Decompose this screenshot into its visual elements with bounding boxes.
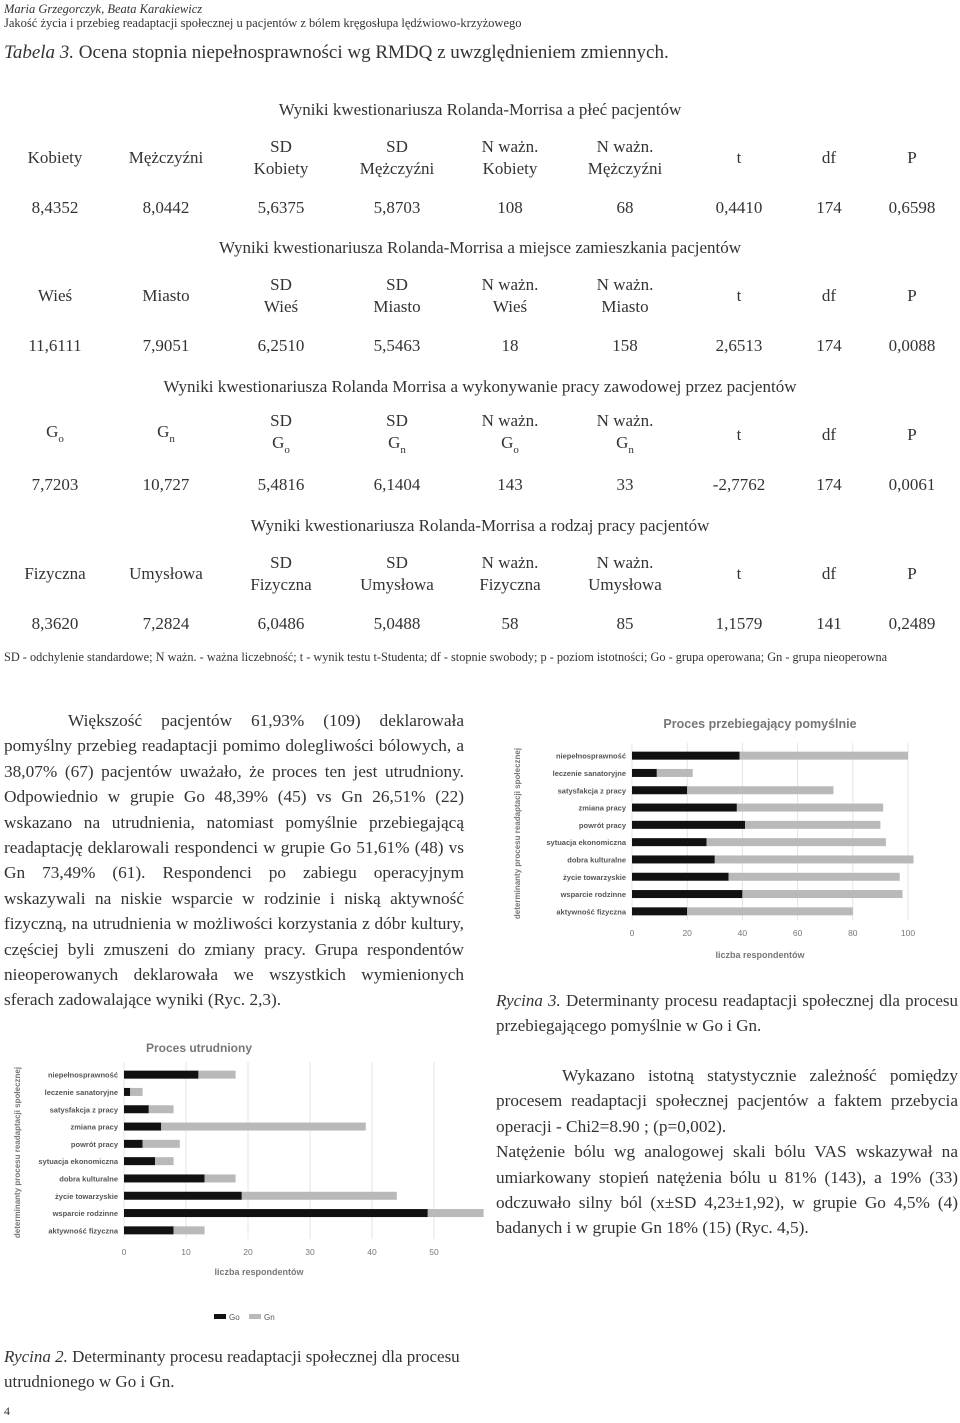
group-letter: G [157, 421, 170, 441]
column-header [864, 128, 960, 188]
column-header [864, 544, 960, 604]
bar-gn [428, 1209, 484, 1217]
header-line [110, 421, 222, 450]
running-header [4, 2, 522, 30]
y-axis-label: determinanty procesu readaptacji społecznej [13, 1066, 22, 1239]
table-block-title: Wyniki kwestionariusza Rolanda Morrisa a wykonywanie pracy zawodowej przez pacjentów [163, 377, 797, 396]
header-line: N ważn. [481, 275, 539, 294]
group-letter: G [46, 421, 59, 441]
header-line [566, 432, 684, 461]
category-label: życie towarzyskie [55, 1191, 118, 1201]
table-cell: 7,9051 [142, 336, 190, 355]
group-subscript: o [513, 443, 519, 456]
figure-2-label: Rycina 2. [4, 1347, 68, 1366]
bar-gn [687, 907, 853, 915]
header-line [340, 432, 454, 461]
table-cell: 10,727 [142, 475, 190, 494]
header-line: Umysłowa [360, 575, 434, 594]
column-header [794, 405, 864, 465]
header-line: t [736, 286, 742, 305]
x-tick-label: 80 [848, 928, 858, 938]
bar-gn [161, 1123, 366, 1131]
bar-gn [707, 838, 886, 846]
column-header [110, 266, 222, 326]
column-header [454, 266, 566, 326]
bar-gn [155, 1157, 174, 1165]
header-line: P [907, 148, 917, 167]
column-header [566, 266, 684, 326]
bar-gn [143, 1140, 180, 1148]
table-cell: 8,3620 [31, 614, 79, 633]
header-line: t [736, 564, 742, 583]
bar-go [632, 838, 707, 846]
table-cell: 143 [497, 475, 523, 494]
category-label: aktywność fizyczna [48, 1226, 118, 1236]
table-cell: 174 [816, 475, 842, 494]
table-cell: 108 [497, 198, 523, 217]
y-axis-label: determinanty procesu readaptacji społecznej [513, 747, 522, 920]
x-tick-label: 50 [429, 1247, 439, 1257]
group-subscript: o [58, 432, 64, 445]
header-line: Wieś [37, 286, 73, 305]
header-line: Miasto [601, 297, 649, 316]
x-tick-label: 60 [792, 928, 803, 938]
chart-proces-utrudniony [8, 1030, 439, 1330]
x-tick-label: 30 [305, 1247, 315, 1257]
x-tick-label: 40 [737, 928, 748, 938]
group-letter: G [616, 432, 629, 452]
bar-go [632, 752, 740, 760]
table-cell: 6,2510 [257, 336, 305, 355]
category-label: sytuacja ekonomiczna [546, 838, 626, 848]
rmdq-table-block [0, 369, 960, 505]
table-footnote: SD - odchylenie standardowe; N ważn. - ważna liczebność; t - wynik testu t-Studenta; df - stopnie swobody; p - poziom istotności; Go - grupa operowana; Gn - grupa nieoperowna [4, 650, 888, 664]
bar-go [124, 1071, 198, 1079]
header-line: df [821, 425, 837, 444]
body-text-left [4, 708, 464, 1013]
header-line: Kobiety [253, 159, 309, 178]
category-label: dobra kulturalne [59, 1174, 118, 1184]
group-subscript: n [169, 432, 175, 445]
bar-go [124, 1123, 161, 1131]
header-line: Miasto [142, 286, 190, 305]
figure-3-label: Rycina 3. [496, 991, 561, 1010]
category-label: zmiana pracy [70, 1122, 118, 1132]
x-tick-label: 0 [121, 1247, 127, 1257]
column-header [340, 266, 454, 326]
category-label: dobra kulturalne [567, 855, 626, 865]
header-line: N ważn. [596, 275, 654, 294]
header-line: N ważn. [596, 410, 654, 430]
header-line: df [821, 286, 837, 305]
header-line: SD [386, 275, 408, 294]
table-cell: 0,0061 [888, 475, 936, 494]
header-line: t [736, 425, 742, 444]
category-label: satysfakcja z pracy [49, 1105, 118, 1115]
header-line: SD [270, 410, 292, 430]
table-cell: 5,6375 [257, 198, 305, 217]
header-line: Kobiety [482, 159, 538, 178]
bar-gn [242, 1192, 397, 1200]
column-header [110, 128, 222, 188]
column-header [454, 544, 566, 604]
category-label: satysfakcja z pracy [557, 786, 626, 796]
header-line: Fizyczna [479, 575, 541, 594]
category-label: wsparcie rodzinne [52, 1209, 118, 1219]
header-line: N ważn. [481, 137, 539, 156]
bar-go [632, 786, 687, 794]
header-line: Kobiety [27, 148, 83, 167]
bar-go [632, 855, 715, 863]
bar-go [124, 1088, 130, 1096]
category-label: zmiana pracy [578, 803, 626, 813]
column-header [864, 266, 960, 326]
bar-go [124, 1140, 143, 1148]
column-header [340, 544, 454, 604]
figure-3-text: Determinanty procesu readaptacji społecznej dla procesu przebiegającego pomyślnie w Go i Gn. [496, 991, 958, 1035]
header-line: Miasto [373, 297, 421, 316]
bar-go [124, 1105, 149, 1113]
header-line [454, 432, 566, 461]
table-block-title: Wyniki kwestionariusza Rolanda-Morrisa a płeć pacjentów [278, 100, 682, 119]
category-label: powrót pracy [70, 1139, 118, 1149]
chart-title: Proces przebiegający pomyślnie [663, 717, 857, 731]
table-cell: 33 [616, 475, 634, 494]
table-cell: 2,6513 [715, 336, 763, 355]
column-header [566, 128, 684, 188]
table-cell: 0,6598 [888, 198, 936, 217]
header-line: Mężczyźni [587, 159, 663, 178]
bar-go [632, 873, 729, 881]
table-cell: 141 [816, 614, 842, 633]
category-label: aktywność fizyczna [556, 907, 626, 917]
paragraph: Większość pacjentów 61,93% (109) deklarowała pomyślny przebieg readaptacji pomimo dolegliwości bólowych, a 38,07% (67) pacjentów uważało, że proces ten jest utrudniony. Odpowiednio w grupie Go 48,39% (45) vs Gn 26,51% (22) wskazano na utrudnienia, natomiast pomyślnie przebiegającą readaptację deklarowali respondenci w grupie Go 51,61% (48) vs Gn 73,49% (61). Respondenci po zabiegu operacyjnym wskazywali na niskie wsparcie w rodzinie i niską aktywność fizyczną, na utrudnienia w możliwości korzystania z dóbr kultury, częściej byli zmuszeni do zmiany pracy. Grupa respondentów nieoperowanych deklarowała we wszystkich wymienionych sferach zadowalające wyniki (Ryc. 2,3). [4, 711, 464, 1010]
table-cell: 85 [616, 614, 634, 633]
bar-gn [198, 1071, 235, 1079]
figure-2-caption [4, 1344, 466, 1394]
table-cell: 6,1404 [373, 475, 421, 494]
header-line: SD [270, 553, 292, 572]
bar-gn [742, 890, 902, 898]
column-header [684, 128, 794, 188]
figure-2-text: Determinanty procesu readaptacji społecznej dla procesu utrudnionego w Go i Gn. [4, 1347, 460, 1391]
x-axis-label: liczba respondentów [214, 1267, 304, 1277]
bar-gn [657, 769, 693, 777]
table-caption [4, 42, 669, 64]
bar-go [124, 1226, 174, 1234]
table-cell: 8,4352 [31, 198, 79, 217]
header-line [0, 421, 110, 450]
header-line: Mężczyźni [359, 159, 435, 178]
chart-title: Proces utrudniony [145, 1041, 253, 1055]
group-subscript: n [400, 443, 406, 456]
rmdq-table-block [0, 508, 960, 644]
bar-gn [149, 1105, 174, 1113]
table-cell: 68 [616, 198, 634, 217]
column-header [684, 405, 794, 465]
column-header [454, 405, 566, 465]
header-line: Wieś [263, 297, 299, 316]
table-cell: 5,0488 [373, 614, 421, 633]
header-line: Wieś [492, 297, 528, 316]
rmdq-table-block [0, 230, 960, 366]
bar-go [124, 1174, 205, 1182]
table-cell: 0,2489 [888, 614, 936, 633]
column-header [0, 128, 110, 188]
column-header [566, 544, 684, 604]
column-header [794, 266, 864, 326]
bar-gn [740, 752, 908, 760]
category-label: wsparcie rodzinne [560, 890, 626, 900]
column-header [0, 266, 110, 326]
bar-go [632, 821, 745, 829]
column-header [110, 405, 222, 465]
x-tick-label: 20 [243, 1247, 253, 1257]
column-header [794, 128, 864, 188]
header-line: SD [270, 275, 292, 294]
table-label: Tabela 3. [4, 42, 75, 63]
group-letter: G [501, 432, 514, 452]
x-axis-label: liczba respondentów [715, 950, 805, 960]
column-header [222, 128, 340, 188]
table-cell: 158 [612, 336, 638, 355]
legend-label: Gn [264, 1313, 275, 1322]
x-tick-label: 0 [629, 928, 635, 938]
legend-swatch [214, 1314, 226, 1319]
column-header [454, 128, 566, 188]
table-cell: 58 [501, 614, 519, 633]
authors: Maria Grzegorczyk, Beata Karakiewicz [4, 2, 203, 16]
table-cell: 0,0088 [888, 336, 936, 355]
column-header [110, 544, 222, 604]
page-number: 4 [4, 1404, 10, 1418]
group-letter: G [272, 432, 285, 452]
header-line: Mężczyźni [128, 148, 204, 167]
table-cell: 8,0442 [142, 198, 190, 217]
table-cell: 18 [501, 336, 519, 355]
x-tick-label: 40 [367, 1247, 377, 1257]
header-line: Fizyczna [250, 575, 312, 594]
bar-gn [729, 873, 900, 881]
bar-gn [205, 1174, 236, 1182]
chart-proces-pomyslnie [508, 710, 958, 985]
table-cell: 6,0486 [257, 614, 305, 633]
column-header [222, 544, 340, 604]
category-label: leczenie sanatoryjne [44, 1087, 118, 1097]
bar-gn [687, 786, 833, 794]
table-cell: -2,7762 [712, 475, 766, 494]
table-cell: 5,5463 [373, 336, 421, 355]
bar-go [632, 907, 687, 915]
header-line: Umysłowa [588, 575, 662, 594]
bar-gn [174, 1226, 205, 1234]
legend-swatch [249, 1314, 261, 1319]
table-cell: 11,6111 [28, 336, 82, 355]
category-label: leczenie sanatoryjne [552, 768, 626, 778]
column-header [222, 266, 340, 326]
x-tick-label: 20 [682, 928, 692, 938]
category-label: niepełnosprawność [47, 1070, 118, 1080]
bar-go [124, 1192, 242, 1200]
x-tick-label: 100 [900, 928, 916, 938]
column-header [684, 544, 794, 604]
header-line: P [907, 286, 917, 305]
column-header [0, 544, 110, 604]
header-line: df [821, 564, 837, 583]
column-header [340, 405, 454, 465]
header-line: SD [270, 137, 292, 156]
bar-go [632, 769, 657, 777]
body-text-right [496, 1063, 958, 1241]
paragraph: Natężenie bólu wg analogowej skali bólu VAS wskazywał na umiarkowany stopień natężenia bólu u 81% (143), a 19% (33) odczuwało silny ból (x±SD 4,23±1,92), w grupie Go 4,5% (4) badanych i w grupie Gn 18% (15) (Ryc. 4,5). [496, 1142, 958, 1238]
bar-gn [130, 1088, 142, 1096]
column-header [684, 266, 794, 326]
header-line: SD [386, 137, 408, 156]
header-line: P [907, 564, 917, 583]
header-line: N ważn. [596, 137, 654, 156]
bar-gn [745, 821, 880, 829]
header-line: Fizyczna [24, 564, 86, 583]
header-line: N ważn. [481, 410, 539, 430]
category-label: niepełnosprawność [555, 751, 626, 761]
table-caption-text: Ocena stopnia niepełnosprawności wg RMDQ z uwzględnieniem zmiennych. [78, 42, 669, 63]
header-line: t [736, 148, 742, 167]
legend-label: Go [229, 1313, 240, 1322]
column-header [864, 405, 960, 465]
category-label: powrót pracy [578, 820, 626, 830]
group-subscript: o [284, 443, 290, 456]
category-label: życie towarzyskie [563, 872, 626, 882]
header-line: SD [386, 553, 408, 572]
header-line: P [907, 425, 917, 444]
table-cell: 7,2824 [142, 614, 190, 633]
bar-gn [737, 804, 883, 812]
table-cell: 5,8703 [373, 198, 421, 217]
column-header [340, 128, 454, 188]
column-header [222, 405, 340, 465]
table-block-title: Wyniki kwestionariusza Rolanda-Morrisa a miejsce zamieszkania pacjentów [219, 238, 742, 257]
header-line: Umysłowa [129, 564, 203, 583]
table-cell: 0,4410 [715, 198, 763, 217]
header-line: df [821, 148, 837, 167]
figure-3-caption [496, 988, 958, 1038]
rmdq-table-block [0, 92, 960, 228]
group-subscript: n [628, 443, 634, 456]
table-cell: 174 [816, 336, 842, 355]
running-title: Jakość życia i przebieg readaptacji społecznej u pacjentów z bólem kręgosłupa lędźwiowo-krzyżowego [4, 16, 522, 30]
header-line [222, 432, 340, 461]
table-cell: 5,4816 [257, 475, 305, 494]
paragraph: Wykazano istotną statystycznie zależność pomiędzy procesem readaptacji społecznej pacjentów a faktem przebycia operacji - Chi2=8.90 ; (p=0,002). [496, 1066, 958, 1136]
group-letter: G [388, 432, 401, 452]
header-line: SD [386, 410, 408, 430]
header-line: N ważn. [596, 553, 654, 572]
bar-go [124, 1157, 155, 1165]
header-line: N ważn. [481, 553, 539, 572]
bar-go [632, 804, 737, 812]
column-header [566, 405, 684, 465]
table-block-title: Wyniki kwestionariusza Rolanda-Morrisa a rodzaj pracy pacjentów [250, 516, 710, 535]
table-cell: 1,1579 [715, 614, 763, 633]
category-label: sytuacja ekonomiczna [38, 1157, 118, 1167]
x-tick-label: 10 [181, 1247, 191, 1257]
bar-go [124, 1209, 428, 1217]
column-header [794, 544, 864, 604]
table-cell: 174 [816, 198, 842, 217]
bar-go [632, 890, 742, 898]
bar-gn [715, 855, 914, 863]
column-header [0, 405, 110, 465]
table-cell: 7,7203 [31, 475, 79, 494]
